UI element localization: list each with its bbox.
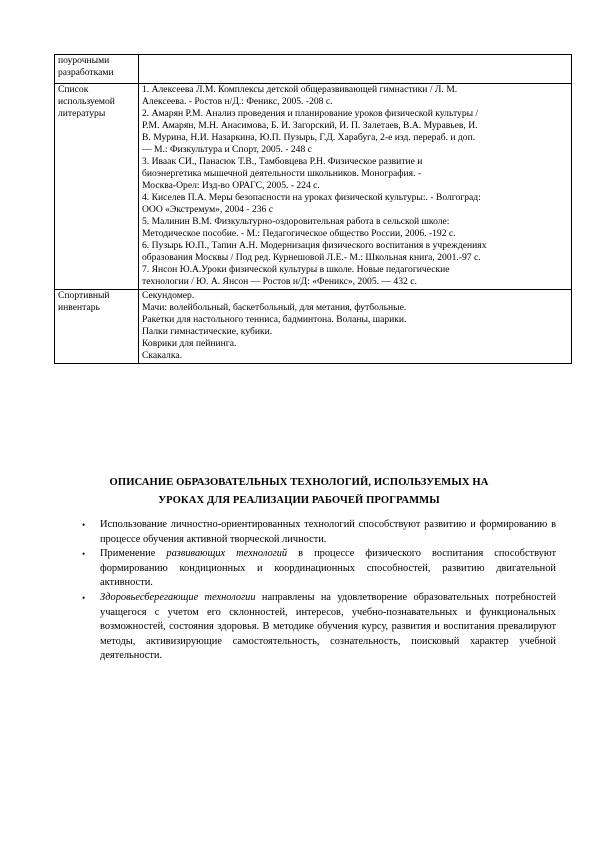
text-line: 4. Киселев П.А. Меры безопасности на уроках физической культуры:. - Волгоград: xyxy=(142,192,481,203)
text-line: В. Мурина, Н.И. Назаркина, Ю.П. Пузырь, Г.Д. Харабуга, 2-е изд. перераб. и доп. xyxy=(142,132,476,143)
text-line: ООО «Экстремум», 2004 - 236 с xyxy=(142,204,273,215)
section-title-line: УРОКАХ ДЛЯ РЕАЛИЗАЦИИ РАБОЧЕЙ ПРОГРАММЫ xyxy=(158,495,440,506)
content-cell-lesson-plans xyxy=(139,55,572,84)
text-line: технологии / Ю. А. Янсон — Ростов н/Д: «Феникс», 2005. — 432 с. xyxy=(142,276,417,287)
table-row-equipment xyxy=(55,290,572,364)
label-line: литературы xyxy=(58,108,106,119)
equipment-list xyxy=(139,290,572,364)
text-line: биоэнергетика мышечной деятельности школьников. Монография. - xyxy=(142,168,422,179)
text-line: Алексеева. - Ростов н/Д.: Феникс, 2005. -208 с. xyxy=(142,96,333,107)
list-item-emphasis: развивающих технологий xyxy=(166,548,288,560)
label-line: Список xyxy=(58,84,89,95)
equipment-item: Мачи: волейбольный, баскетбольный, для метания, футбольные. xyxy=(142,302,407,313)
literature-item-2 xyxy=(142,108,569,156)
label-line: поурочными xyxy=(58,55,110,66)
table-row-lesson-plans xyxy=(55,55,572,84)
literature-item-4 xyxy=(142,192,569,216)
equipment-item: Ракетки для настольного тенниса, бадминтона. Воланы, шарики. xyxy=(142,314,407,325)
label-line: используемой xyxy=(58,96,115,107)
technologies-list xyxy=(82,518,557,664)
list-item-text: в процессе физического воспитания способствуют формированию кондиционных и координационных способностей, развитию двигательной активности. xyxy=(100,548,557,589)
equipment-item: Скакалка. xyxy=(142,350,182,361)
label-line: инвентарь xyxy=(58,302,100,313)
list-item-emphasis: Здоровьесберегающие технологии xyxy=(100,591,256,603)
bullet-icon: • xyxy=(82,520,86,530)
text-line: образования Москвы / Под ред. Курнешовой Л.Е.- М.: Школьная книга, 2001.-97 с. xyxy=(142,252,481,263)
text-line: 6. Пузырь Ю.П., Тапин А.Н. Модернизация физического воспитания в учреждениях xyxy=(142,240,487,251)
equipment-item: Палки гимнастические, кубики. xyxy=(142,326,273,337)
text-line: 1. Алексеева Л.М. Комплексы детской общеразвивающей гимнастики / Л. М. xyxy=(142,84,458,95)
label-cell-literature xyxy=(55,84,139,290)
text-line: 2. Амарян Р.М. Анализ проведения и планирование уроков физической культуры / xyxy=(142,108,479,119)
literature-item-5 xyxy=(142,216,569,240)
text-line: Р.М. Амарян, М.Н. Анасимова, Б. И. Загорский, И. П. Залетаев, В.А. Муравьев, И. xyxy=(142,120,478,131)
list-item xyxy=(82,591,556,664)
equipment-item: Секундомер. xyxy=(142,290,195,301)
text-line: — М.: Физкультура и Спорт, 2005. - 248 с xyxy=(142,144,312,155)
label-line: Спортивный xyxy=(58,290,110,301)
list-item-text: Использование личностно-ориентированных технологий способствуют развитию и формированию в процессе обучения активной творческой личности. xyxy=(100,519,556,545)
literature-item-7 xyxy=(142,264,569,288)
label-line: разработками xyxy=(58,67,114,78)
list-item-text: Применение xyxy=(100,548,167,560)
list-item xyxy=(82,547,557,591)
text-line: 5. Малинин В.М. Физкультурно-оздоровительная работа в сельской школе: xyxy=(142,216,450,227)
table-row-literature xyxy=(55,84,572,290)
text-line: 7. Янсон Ю.А.Уроки физической культуры в школе. Новые педагогические xyxy=(142,264,450,275)
section-title xyxy=(60,474,538,510)
text-line: Москва-Орел: Изд-во ОРАГС, 2005. - 224 с. xyxy=(142,180,320,191)
label-cell-lesson-plans xyxy=(55,55,139,84)
literature-item-1 xyxy=(142,84,569,108)
literature-list xyxy=(139,84,572,290)
bullet-icon: • xyxy=(82,549,86,560)
equipment-item: Коврики для пейнинга. xyxy=(142,338,237,349)
text-line: Методическое пособие. - М.: Педагогическое общество России, 2006. -192 с. xyxy=(142,228,456,239)
list-item xyxy=(82,518,556,547)
literature-item-6 xyxy=(142,240,569,264)
bullet-icon: • xyxy=(82,592,86,603)
section-title-line: ОПИСАНИЕ ОБРАЗОВАТЕЛЬНЫХ ТЕХНОЛОГИЙ, ИСПОЛЬЗУЕМЫХ НА xyxy=(109,477,489,488)
text-line: 3. Иваак СИ., Панасюк Т.В., Тамбовцева Р.Н. Физическое развитие и xyxy=(142,156,423,167)
resources-table xyxy=(54,54,572,364)
label-cell-equipment xyxy=(55,290,139,364)
literature-item-3 xyxy=(142,156,569,192)
list-item-text: направлены на удовлетворение образовательных потребностей учащегося с учетом его склонностей, интересов, учебно-познавательных и функциональных возможностей, состояния здоровья. В методике обучения курсу, развития и воспитания превалируют методы, активизирующие самостоятельность, сознательность, поисковый характер учебной деятельности. xyxy=(100,591,556,662)
